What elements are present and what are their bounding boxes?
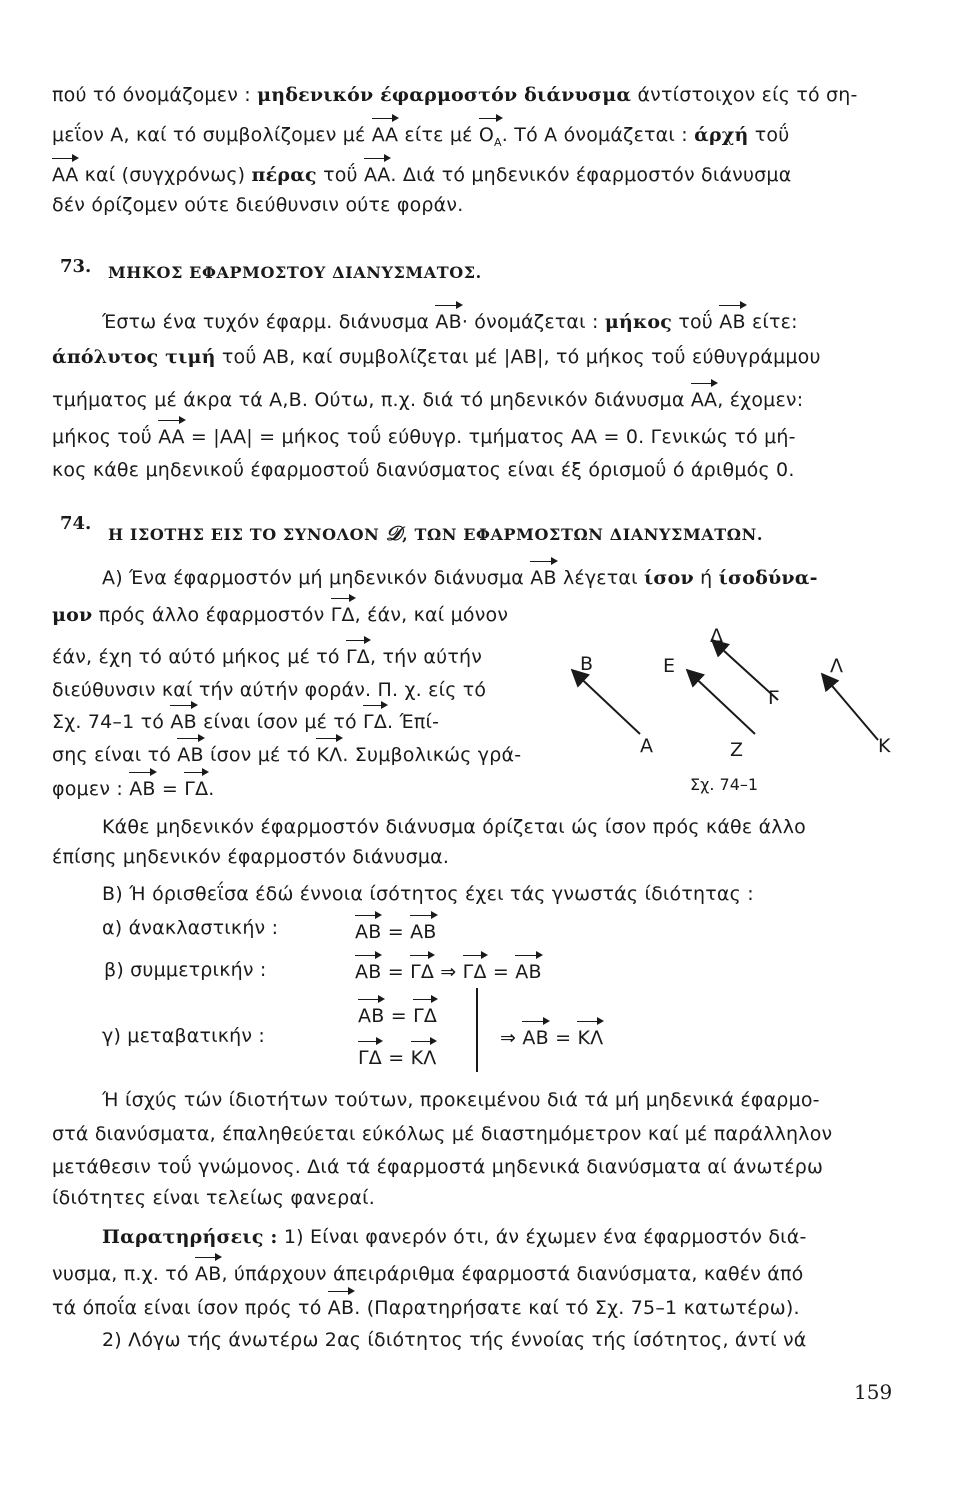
point-label-K: Κ xyxy=(878,735,891,757)
vector-notation: $O_A$ xyxy=(479,123,502,155)
point-label-E: Ε xyxy=(663,655,676,677)
vector-arrow-KL xyxy=(822,674,878,740)
vector-notation: ΑΑ xyxy=(52,164,79,186)
text: είτε μέ xyxy=(404,124,473,146)
bold-term-remarks: Παρατηρήσεις : xyxy=(102,1226,278,1248)
vector-notation: ΑΒ xyxy=(129,778,156,800)
text: νυσμα, π.χ. τό xyxy=(52,1263,189,1285)
formula-symmetric xyxy=(355,960,542,984)
vector-notation: ΑΑ xyxy=(690,389,718,411)
paragraph-line xyxy=(52,388,803,412)
text: τοΰ xyxy=(754,124,790,146)
point-label-L: Λ xyxy=(830,655,843,677)
bold-term-origin: άρχή xyxy=(694,124,749,146)
vector-notation: ΑΒ xyxy=(170,711,197,733)
vector-notation: ΑΒ xyxy=(435,311,462,333)
text: λέγεται xyxy=(562,567,638,589)
paragraph-line xyxy=(52,645,482,669)
vector-notation: ΚΛ xyxy=(316,744,343,766)
text: = xyxy=(190,426,208,448)
paragraph-line xyxy=(102,310,798,334)
paragraph-line: 2) Λόγω τής άνωτέρω 2ας ίδιότητος τής έννοίας τής ίσότητος, άντί νά xyxy=(102,1329,807,1351)
heading-text: Η ΙΣΟΤΗΣ ΕΙΣ ΤΟ ΣΥΝΟΛΟΝ xyxy=(108,525,380,544)
vector-notation: ΑΒ xyxy=(530,567,557,589)
vector-notation: ΓΔ xyxy=(358,1047,382,1069)
bold-term-equivalent: ίσοδύνα- xyxy=(718,567,818,589)
bold-term-end: πέρας xyxy=(251,164,317,186)
text: . Συμβολικώς γρά- xyxy=(342,744,522,766)
text: είναι ίσον μέ τό xyxy=(203,711,357,733)
paragraph-line xyxy=(52,603,508,627)
paragraph-line: Κάθε μηδενικόν έφαρμοστόν διάνυσμα όρίζεται ώς ίσον πρός κάθε άλλο xyxy=(102,816,807,838)
vector-notation: ΑΒ xyxy=(522,1027,549,1049)
vector-notation: ΓΔ xyxy=(410,961,435,983)
paragraph-line: κος κάθε μηδενικοΰ έφαρμοστοΰ διανύσματος είναι έξ όρισμοΰ ό άριθμός 0. xyxy=(52,459,795,481)
text: σης είναι τό xyxy=(52,744,172,766)
paragraph-line: Β) Ή όρισθεΐσα έδώ έννοια ίσότητος έχει τάς γνωστάς ίδιότητας : xyxy=(102,883,754,905)
text: τμήματος μέ άκρα τά Α,Β. Ούτω, π.χ. διά τό μηδενικόν διάνυσμα xyxy=(52,389,685,411)
property-label: α) άνακλαστικήν : xyxy=(102,917,279,939)
paragraph-line: στά διανύσματα, έπαληθεύεται εύκόλως μέ διαστημόμετρον καί μέ παράλληλον xyxy=(52,1123,833,1145)
bold-term-length: μήκος xyxy=(604,311,673,333)
point-label-D: Δ xyxy=(710,625,723,647)
paragraph-line: διεύθυνσιν καί τήν αύτήν φοράν. Π. χ. είς τό xyxy=(52,679,487,701)
equals: = xyxy=(387,921,404,943)
text: Α) Ένα έφαρμοστόν μή μηδενικόν διάνυσμα xyxy=(102,567,525,589)
paragraph-line xyxy=(52,777,215,801)
implies: ⇒ xyxy=(440,961,457,983)
equals: = xyxy=(555,1027,572,1049)
text: έάν, έχη τό αύτό μήκος μέ τό xyxy=(52,646,340,668)
text: ίσον μέ τό xyxy=(209,744,311,766)
vector-arrow-AB xyxy=(572,670,640,734)
paragraph-line: ίδιότητες είναι τελείως φανεραί. xyxy=(52,1187,375,1209)
vector-notation: ΑΒ xyxy=(195,1263,222,1285)
vector-notation: ΚΛ xyxy=(577,1027,604,1049)
text: . Διά τό μηδενικόν έφαρμοστόν διάνυσμα xyxy=(390,164,792,186)
text: . (Παρατηρήσατε καί τό Σχ. 75–1 κατωτέρω). xyxy=(354,1297,800,1319)
property-label: γ) μεταβατικήν : xyxy=(102,1025,266,1047)
paragraph-line xyxy=(52,743,521,767)
text: τοΰ xyxy=(678,311,713,333)
paragraph-line: Ή ίσχύς τών ίδιοτήτων τούτων, προκειμένου διά τά μή μηδενικά έφαρμο- xyxy=(102,1089,820,1111)
text: ή xyxy=(700,567,713,589)
text: , τό μήκος τοΰ εύθυγράμμου xyxy=(543,346,821,368)
vector-notation: ΑΒ xyxy=(719,311,746,333)
property-label: β) συμμετρικήν : xyxy=(104,959,267,981)
text: τοΰ ΑΒ, καί συμβολίζεται μέ xyxy=(221,346,498,368)
right-brace xyxy=(470,988,478,1072)
bold-term-zero-vector: μηδενικόν έφαρμοστόν διάνυσμα xyxy=(257,84,632,106)
vector-notation: ΑΑ xyxy=(371,124,399,146)
paragraph-line xyxy=(52,1296,800,1320)
vector-notation: ΓΔ xyxy=(184,778,209,800)
text: = μήκος τοΰ εύθυγρ. τμήματος ΑΑ = 0. Γενικώς τό μή- xyxy=(259,426,796,448)
paragraph-line: μετάθεσιν τοΰ γνώμονος. Διά τά έφαρμοστά μηδενικά διανύσματα αί άνωτέρω xyxy=(52,1156,824,1178)
vector-notation: ΑΒ xyxy=(358,1005,385,1027)
text: καί (συγχρόνως) xyxy=(84,164,246,186)
vector-arrow-ZE xyxy=(687,670,755,734)
text: πρός άλλο έφαρμοστόν xyxy=(98,604,325,626)
vector-notation: ΑΒ xyxy=(355,921,382,943)
text: . Έπί- xyxy=(387,711,440,733)
paragraph-line xyxy=(52,345,821,369)
text: |ΑΒ| xyxy=(503,346,544,368)
text: , έχομεν: xyxy=(717,389,804,411)
text: τοΰ xyxy=(323,164,358,186)
section-number: 74. xyxy=(60,513,92,534)
bold-term-equal: ίσον xyxy=(644,567,694,589)
text: πού τό όνομάζομεν : xyxy=(52,84,251,106)
text: , έάν, καί μόνον xyxy=(354,604,509,626)
implies: ⇒ xyxy=(500,1027,517,1049)
text: |ΑΑ| xyxy=(213,426,253,448)
text: 1) Είναι φανερόν ότι, άν έχωμεν ένα έφαρμοστόν διά- xyxy=(283,1226,807,1248)
paragraph-line xyxy=(102,1225,807,1249)
section-heading: ΜΗΚΟΣ ΕΦΑΡΜΟΣΤΟΥ ΔΙΑΝΥΣΜΑΤΟΣ. xyxy=(108,263,482,282)
set-symbol: 𝒟 xyxy=(385,521,403,545)
paragraph-line: δέν όρίζομεν ούτε διεύθυνσιν ούτε φοράν. xyxy=(52,194,464,216)
bold-term-equivalent-end: μον xyxy=(52,604,93,626)
paragraph-line xyxy=(52,163,791,187)
vector-notation: ΑΒ xyxy=(355,961,382,983)
text: Έστω ένα τυχόν έφαρμ. διάνυσμα xyxy=(102,311,430,333)
figure-caption: Σχ. 74–1 xyxy=(690,775,759,794)
text: άντίστοιχον είς τό ση- xyxy=(637,84,858,106)
paragraph-line xyxy=(52,123,789,155)
paragraph-line xyxy=(102,566,818,590)
vector-notation: ΚΛ xyxy=(410,1047,437,1069)
figure-74-1 xyxy=(560,610,920,800)
section-number: 73. xyxy=(60,256,92,277)
text: είτε: xyxy=(751,311,798,333)
point-label-B: Β xyxy=(580,653,594,675)
section-heading xyxy=(108,521,763,545)
text: = xyxy=(161,778,179,800)
vector-notation: ΑΒ xyxy=(410,921,437,943)
bold-term-absolute-value: άπόλυτος τιμή xyxy=(52,346,216,368)
paragraph-line xyxy=(52,710,439,734)
vector-notation: ΓΔ xyxy=(462,961,487,983)
vector-notation: ΑΑ xyxy=(364,164,391,186)
text: τά όποΐα είναι ίσον πρός τό xyxy=(52,1297,322,1319)
vector-notation: ΓΔ xyxy=(363,711,388,733)
vector-notation: ΑΒ xyxy=(177,744,204,766)
vector-notation: ΑΑ xyxy=(158,426,185,448)
text: . Τό Α όνομάζεται : xyxy=(501,124,688,146)
point-label-A: Α xyxy=(640,735,653,757)
heading-text: , ΤΩΝ ΕΦΑΡΜΟΣΤΩΝ ΔΙΑΝΥΣΜΑΤΩΝ. xyxy=(402,525,764,544)
vector-notation: ΓΔ xyxy=(413,1005,438,1027)
vector-notation: ΓΔ xyxy=(346,646,370,668)
formula-transitive-row1 xyxy=(358,1004,437,1028)
page-number: 159 xyxy=(854,1380,893,1404)
vector-notation: ΑΒ xyxy=(515,961,542,983)
paragraph-line xyxy=(52,425,796,449)
equals: = xyxy=(390,1005,407,1027)
text: μήκος τοΰ xyxy=(52,426,153,448)
text: , ύπάρχουν άπειράριθμα έφαρμοστά διανύσματα, καθέν άπό xyxy=(221,1263,804,1285)
formula-transitive-result xyxy=(500,1026,603,1050)
equals: = xyxy=(492,961,510,983)
paragraph-line: έπίσης μηδενικόν έφαρμοστόν διάνυσμα. xyxy=(52,846,450,868)
vector-notation: ΑΒ xyxy=(327,1297,355,1319)
text: . xyxy=(208,778,215,800)
text: μεΐον Α, καί τό συμβολίζομεν μέ xyxy=(52,124,366,146)
text: Σχ. 74–1 τό xyxy=(52,711,165,733)
text: , τήν αύτήν xyxy=(369,646,483,668)
text: φομεν : xyxy=(52,778,123,800)
formula-reflexive xyxy=(355,920,437,944)
point-label-Z: Ζ xyxy=(730,739,744,761)
paragraph-line xyxy=(52,83,858,107)
equals: = xyxy=(387,961,404,983)
point-label-G: Γ xyxy=(768,687,779,709)
text: · όνομάζεται : xyxy=(461,311,599,333)
formula-transitive-row2 xyxy=(358,1046,436,1070)
equals: = xyxy=(388,1047,405,1069)
vector-notation: ΓΔ xyxy=(330,604,355,626)
paragraph-line xyxy=(52,1262,803,1286)
